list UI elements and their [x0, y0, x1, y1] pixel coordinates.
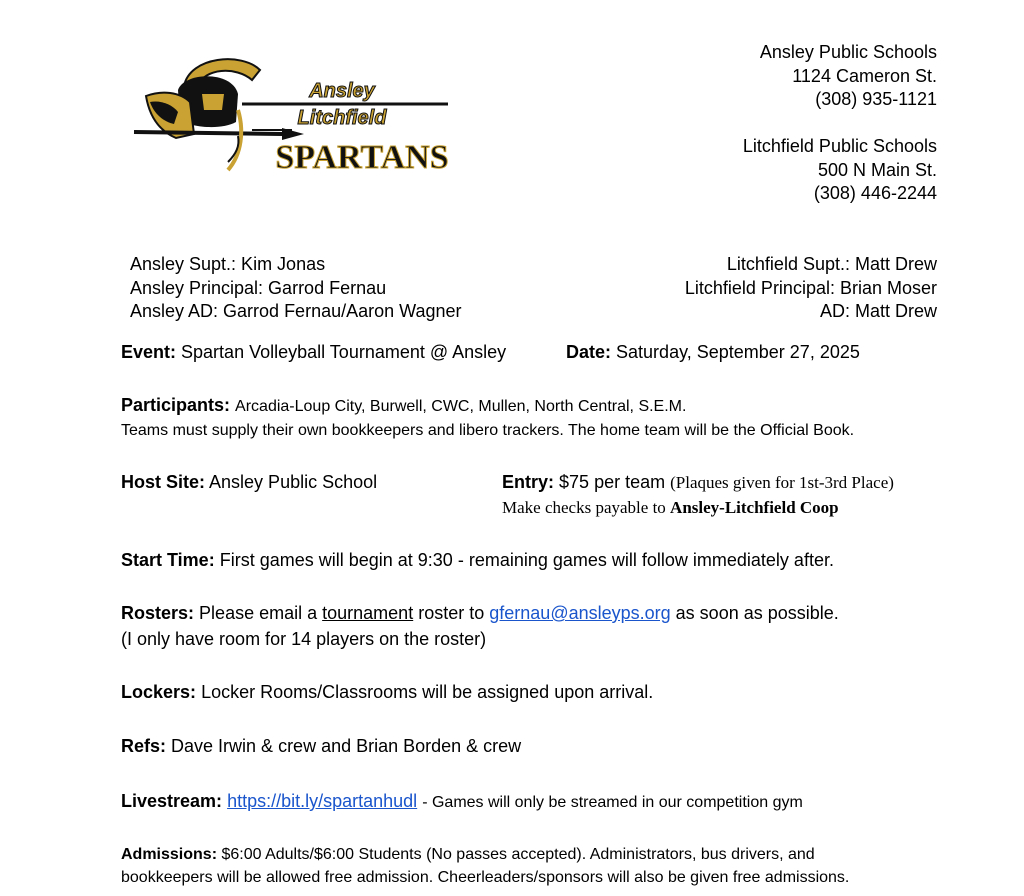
ansley-staff-list [130, 253, 462, 324]
lockers-value: Locker Rooms/Classrooms will be assigned upon arrival. [201, 682, 654, 702]
livestream-link[interactable]: https://bit.ly/spartanhudl [227, 791, 418, 811]
ansley-school-name: Ansley Public Schools [759, 42, 937, 62]
admissions-line-2: bookkeepers will be allowed free admission. Cheerleaders/sponsors will also be given free admissions. [121, 869, 850, 886]
date-line [566, 340, 860, 364]
livestream-line [121, 789, 803, 815]
litchfield-staff-list [685, 253, 937, 324]
livestream-note: - Games will only be streamed in our competition gym [422, 794, 803, 811]
ansley-street: 1124 Cameron St. [792, 65, 937, 86]
rosters-post: as soon as possible. [675, 603, 839, 623]
spartans-logo [132, 50, 452, 190]
entry-label: Entry: [502, 472, 555, 492]
start-time-label: Start Time: [121, 550, 215, 570]
checks-text: Make checks payable to [502, 498, 666, 517]
litchfield-school-name: Litchfield Public Schools [742, 136, 937, 156]
rosters-pre: Please email a [199, 603, 318, 623]
entry-note: (Plaques given for 1st-3rd Place) [670, 473, 894, 492]
entry-line [502, 470, 894, 495]
litchfield-principal: Litchfield Principal: Brian Moser [684, 277, 937, 298]
rosters-email-link[interactable]: gfernau@ansleyps.org [489, 603, 671, 623]
event-line [121, 340, 506, 364]
litchfield-address-block [743, 135, 937, 206]
refs-value: Dave Irwin & crew and Brian Borden & crew [171, 736, 522, 756]
ansley-address-block [760, 41, 937, 112]
refs-line [121, 734, 521, 758]
ansley-principal: Ansley Principal: Garrod Fernau [130, 277, 387, 298]
lockers-line [121, 680, 653, 704]
litchfield-street: 500 N Main St. [817, 159, 937, 180]
ansley-supt: Ansley Supt.: Kim Jonas [130, 254, 326, 274]
date-value: Saturday, September 27, 2025 [616, 342, 860, 362]
entry-value: $75 per team [559, 472, 666, 492]
event-label: Event: [121, 342, 177, 362]
admissions-label: Admissions: [121, 846, 218, 863]
participants-line [121, 393, 686, 419]
date-label: Date: [566, 342, 612, 362]
participants-value: Arcadia-Loup City, Burwell, CWC, Mullen, North Central, S.E.M. [235, 398, 687, 415]
logo-ansley-text: Ansley [309, 80, 375, 102]
livestream-label: Livestream: [121, 791, 223, 811]
host-line [121, 470, 377, 494]
rosters-note: (I only have room for 14 players on the roster) [121, 629, 487, 649]
start-time-line [121, 548, 834, 572]
logo-litchfield-text: Litchfield [297, 107, 387, 129]
litchfield-ad: AD: Matt Drew [819, 301, 937, 321]
logo-spartans-text: SPARTANS [275, 139, 449, 176]
host-label: Host Site: [121, 472, 206, 492]
litchfield-phone: (308) 446-2244 [813, 183, 937, 203]
ansley-phone: (308) 935-1121 [815, 89, 937, 109]
event-value: Spartan Volleyball Tournament @ Ansley [181, 342, 507, 362]
rosters-tournament-underlined: tournament [322, 603, 414, 623]
admissions-line-1 [121, 843, 815, 867]
rosters-mid: roster to [418, 603, 485, 623]
checks-payee: Ansley-Litchfield Coop [670, 498, 839, 517]
rosters-label: Rosters: [121, 603, 195, 623]
participants-label: Participants: [121, 395, 231, 415]
spear-icon [134, 132, 282, 134]
admissions-line1: $6:00 Adults/$6:00 Students (No passes accepted). Administrators, bus drivers, and [221, 846, 815, 863]
refs-label: Refs: [121, 736, 167, 756]
start-time-value: First games will begin at 9:30 - remaining games will follow immediately after. [219, 550, 834, 570]
host-value: Ansley Public School [209, 472, 378, 492]
ansley-ad: Ansley AD: Garrod Fernau/Aaron Wagner [130, 301, 462, 321]
rosters-line [121, 601, 839, 625]
checks-line [502, 496, 839, 520]
litchfield-supt: Litchfield Supt.: Matt Drew [726, 254, 937, 274]
lockers-label: Lockers: [121, 682, 197, 702]
participants-note: Teams must supply their own bookkeepers and libero trackers. The home team will be the Official Book. [121, 422, 855, 439]
